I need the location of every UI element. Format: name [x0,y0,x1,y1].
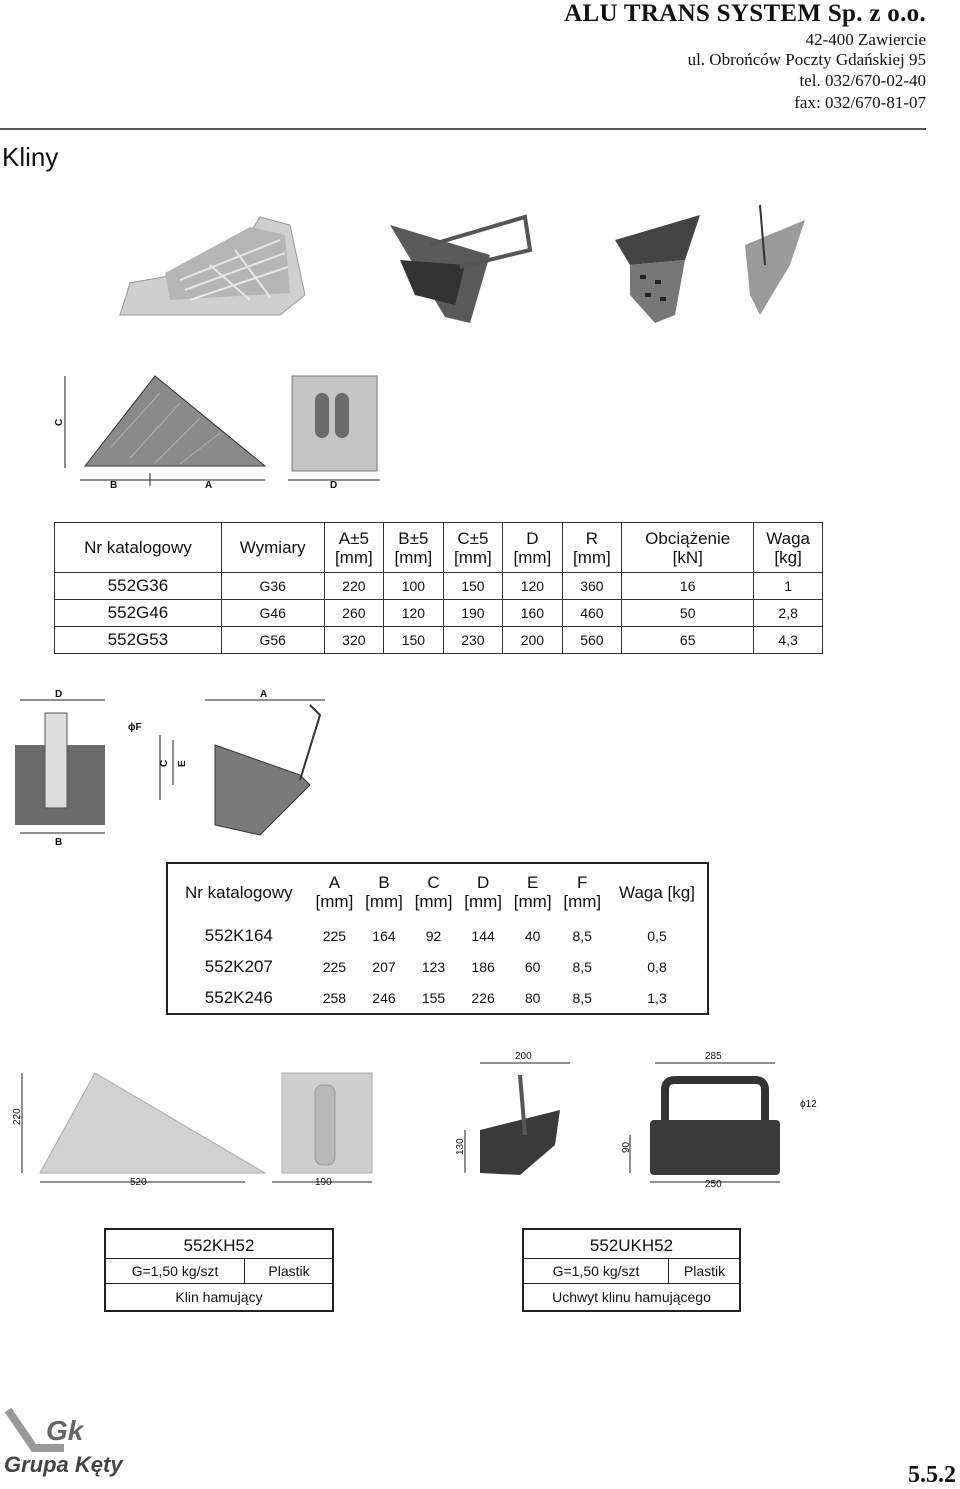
table-cell: 8,5 [572,927,592,944]
table-cell: 65 [622,627,754,654]
table-row [167,951,708,982]
table-cell: G36 [221,573,324,600]
table-row [55,573,823,600]
page-number: 5.5.2 [908,1462,956,1488]
dim-label-200: 200 [515,1051,532,1062]
catalog-number-cell: 552K207 [204,956,273,976]
table-cell: 164 [372,927,396,944]
steel-wedge-image [615,215,700,323]
plastic-wedge-dimension-diagram [0,1045,840,1195]
wedge-spec-table [54,522,823,654]
steel-wedge-spec-table [166,862,709,1015]
dim-label-520: 520 [130,1177,147,1188]
dim-label-a: A [260,689,268,700]
table-cell: G56 [221,627,324,654]
table-cell: 4,3 [754,627,823,654]
column-header: R [mm] [562,523,622,573]
table-cell: 246 [372,989,396,1006]
table-cell: 8,5 [572,958,592,975]
table-cell: 226 [471,989,495,1006]
column-header: A [mm] [315,873,354,911]
table-header-row [167,863,708,920]
table-header-row [55,523,823,573]
column-header: Obciążenie [kN] [622,523,754,573]
product-box-klin [104,1228,334,1312]
table-row [55,627,823,654]
dim-label-b: B [55,837,63,848]
column-header: D [mm] [464,873,502,911]
steel-wedge-side-image [745,205,805,315]
table-cell: 16 [622,573,754,600]
product-name: Uchwyt klinu hamującego [552,1289,711,1305]
wedge-dimension-diagram [50,368,390,493]
dim-label-130: 130 [455,1138,466,1155]
table-cell: 560 [562,627,622,654]
rubber-wedge-image [120,217,305,315]
column-header: D [mm] [503,523,563,573]
table-cell: 230 [443,627,503,654]
table-cell: 120 [384,600,444,627]
dim-label-190: 190 [315,1177,332,1188]
column-header: A±5 [mm] [324,523,384,573]
company-phone: tel. 032/670-02-40 [799,71,926,90]
section-title: Kliny [2,142,59,172]
dim-label-d: D [330,480,338,491]
dim-label-90: 90 [621,1141,632,1153]
dim-label-285: 285 [705,1051,722,1062]
svg-text:Gk: Gk [46,1415,84,1446]
dim-label-250: 250 [705,1179,722,1190]
product-code: 552UKH52 [589,1236,674,1255]
table-cell: 150 [443,573,503,600]
table-cell: 207 [372,958,396,975]
table-cell: 80 [524,989,541,1006]
table-cell: 155 [421,989,446,1006]
product-photos [110,205,830,335]
grupa-kety-logo-icon [4,1400,114,1455]
table-cell: 1 [754,573,823,600]
table-cell: 220 [324,573,384,600]
steel-wedge-holder-image [390,217,530,323]
dim-label-c: C [159,759,170,767]
product-weight: G=1,50 kg/szt [131,1263,219,1279]
dim-label-d: D [55,689,63,700]
catalog-number-cell: 552G46 [55,600,222,627]
column-header: Waga [kg] [754,523,823,573]
header-divider [0,128,926,130]
table-cell: 260 [324,600,384,627]
table-cell: 360 [562,573,622,600]
column-header: Waga [kg] [619,882,695,902]
column-header: F [mm] [563,873,602,911]
table-row [167,920,708,951]
catalog-number-cell: 552G53 [55,627,222,654]
table-cell: 186 [471,958,495,975]
dim-label-12: ϕ12 [800,1099,817,1110]
table-cell: 1,3 [647,989,667,1006]
product-name: Klin hamujący [175,1289,263,1305]
product-box-uchwyt [522,1228,741,1312]
column-header: C [mm] [414,873,453,911]
table-cell: 92 [425,927,442,944]
dim-label-e: E [177,760,188,767]
column-header: B±5 [mm] [384,523,444,573]
table-cell: 225 [322,958,347,975]
table-cell: 190 [443,600,503,627]
table-cell: 320 [324,627,384,654]
column-header: Wymiary [221,523,324,573]
table-cell: 160 [503,600,563,627]
company-fax: fax: 032/670-81-07 [794,93,926,112]
table-cell: 123 [421,958,446,975]
table-cell: 2,8 [754,600,823,627]
table-cell: 50 [622,600,754,627]
table-cell: 0,8 [647,958,667,975]
product-code: 552KH52 [183,1236,255,1255]
logo-text: Grupa Kęty [4,1452,123,1477]
company-name: ALU TRANS SYSTEM Sp. z o.o. [564,0,926,27]
catalog-number-cell: 552G36 [55,573,222,600]
column-header: B [mm] [365,873,403,911]
table-cell: 150 [384,627,444,654]
table-cell: 0,5 [647,927,667,944]
table-cell: 144 [471,927,495,944]
table-cell: 200 [503,627,563,654]
table-cell: 225 [322,927,347,944]
product-weight: G=1,50 kg/szt [552,1263,640,1279]
table-cell: 120 [503,573,563,600]
table-cell: 460 [562,600,622,627]
column-header: Nr katalogowy [55,523,222,573]
dim-label-a: A [205,480,213,491]
product-material: Plastik [683,1263,726,1279]
table-row [55,600,823,627]
dim-label-c: C [54,418,65,426]
dim-label-b: B [110,480,118,491]
product-material: Plastik [268,1263,310,1279]
table-cell: 60 [524,958,541,975]
company-address-line: ul. Obrońców Poczty Gdańskiej 95 [687,50,926,69]
table-cell: 40 [524,927,541,944]
column-header: E [mm] [513,873,552,911]
catalog-number-cell: 552K164 [204,925,273,945]
table-cell: G46 [221,600,324,627]
table-cell: 8,5 [572,989,592,1006]
catalog-number-cell: 552K246 [204,987,273,1007]
dim-label-f: ϕF [128,722,142,733]
table-cell: 100 [384,573,444,600]
company-address-line: 42-400 Zawiercie [805,30,926,49]
table-row [167,982,708,1014]
column-header: C±5 [mm] [443,523,503,573]
table-cell: 258 [322,989,347,1006]
dim-label-220: 220 [12,1108,23,1125]
steel-wedge-dimension-diagram [10,685,340,850]
column-header: Nr katalogowy [184,882,293,902]
